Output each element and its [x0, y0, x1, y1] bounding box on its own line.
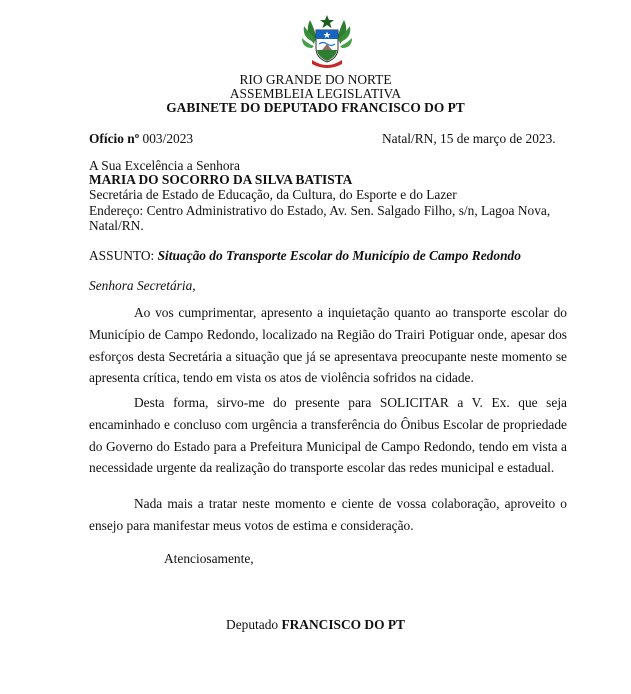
letter-number-value: 003/2023 — [142, 131, 194, 146]
paragraph-1-text: Ao vos cumprimentar, apresento a inquietação quanto ao transporte escolar do Município de Campo Redondo, localizado na Região do Trairi Potiguar onde, apesar dos esforços desta Secretária a situação que já se apresentava preocupante neste momento se apresenta crítica, tendo em vista os atos de violência sofridos na cidade. — [89, 305, 567, 386]
signature-name: FRANCISCO DO PT — [281, 617, 405, 632]
subject — [89, 248, 521, 263]
body-paragraph-3 — [89, 493, 567, 537]
closing: Atenciosamente, — [164, 551, 254, 566]
subject-label: ASSUNTO: — [89, 248, 155, 263]
coat-of-arms-icon — [300, 14, 354, 70]
subject-text: Situação do Transporte Escolar do Município de Campo Redondo — [157, 248, 521, 263]
signature — [0, 617, 631, 632]
address-label: Endereço: — [89, 203, 144, 218]
salutation-line: A Sua Excelência a Senhora — [89, 158, 240, 173]
body-paragraph-1 — [89, 302, 567, 389]
body-paragraph-2 — [89, 392, 567, 479]
greeting: Senhora Secretária, — [89, 278, 196, 293]
recipient-title: Secretária de Estado de Educação, da Cultura, do Esporte e do Lazer — [89, 187, 457, 202]
place-date: Natal/RN, 15 de março de 2023. — [382, 131, 556, 146]
address-line-1: Centro Administrativo do Estado, Av. Sen. Salgado Filho, s/n, Lagoa Nova, — [146, 203, 551, 218]
letter-number — [89, 131, 193, 146]
paragraph-2-text: Desta forma, sirvo-me do presente para SOLICITAR a V. Ex. que seja encaminhado e concluso com urgência a transferência do Ônibus Escolar de propriedade do Governo do Estado para a Prefeitura Municipal de Campo Redondo, tendo em vista a necessidade urgente da realização do transporte escolar das redes municipal e estadual. — [89, 395, 567, 476]
letter-number-label: Ofício nº — [89, 131, 140, 146]
recipient-address — [89, 203, 550, 218]
header-state: RIO GRANDE DO NORTE — [239, 72, 392, 87]
signature-prefix: Deputado — [226, 617, 279, 632]
address-line-2: Natal/RN. — [89, 218, 144, 233]
paragraph-3-text: Nada mais a tratar neste momento e ciente de vossa colaboração, aproveito o ensejo para manifestar meus votos de estima e consideração. — [89, 496, 567, 533]
header-office: GABINETE DO DEPUTADO FRANCISCO DO PT — [166, 100, 465, 115]
header-assembly: ASSEMBLEIA LEGISLATIVA — [229, 86, 402, 101]
recipient-name: MARIA DO SOCORRO DA SILVA BATISTA — [89, 172, 353, 187]
